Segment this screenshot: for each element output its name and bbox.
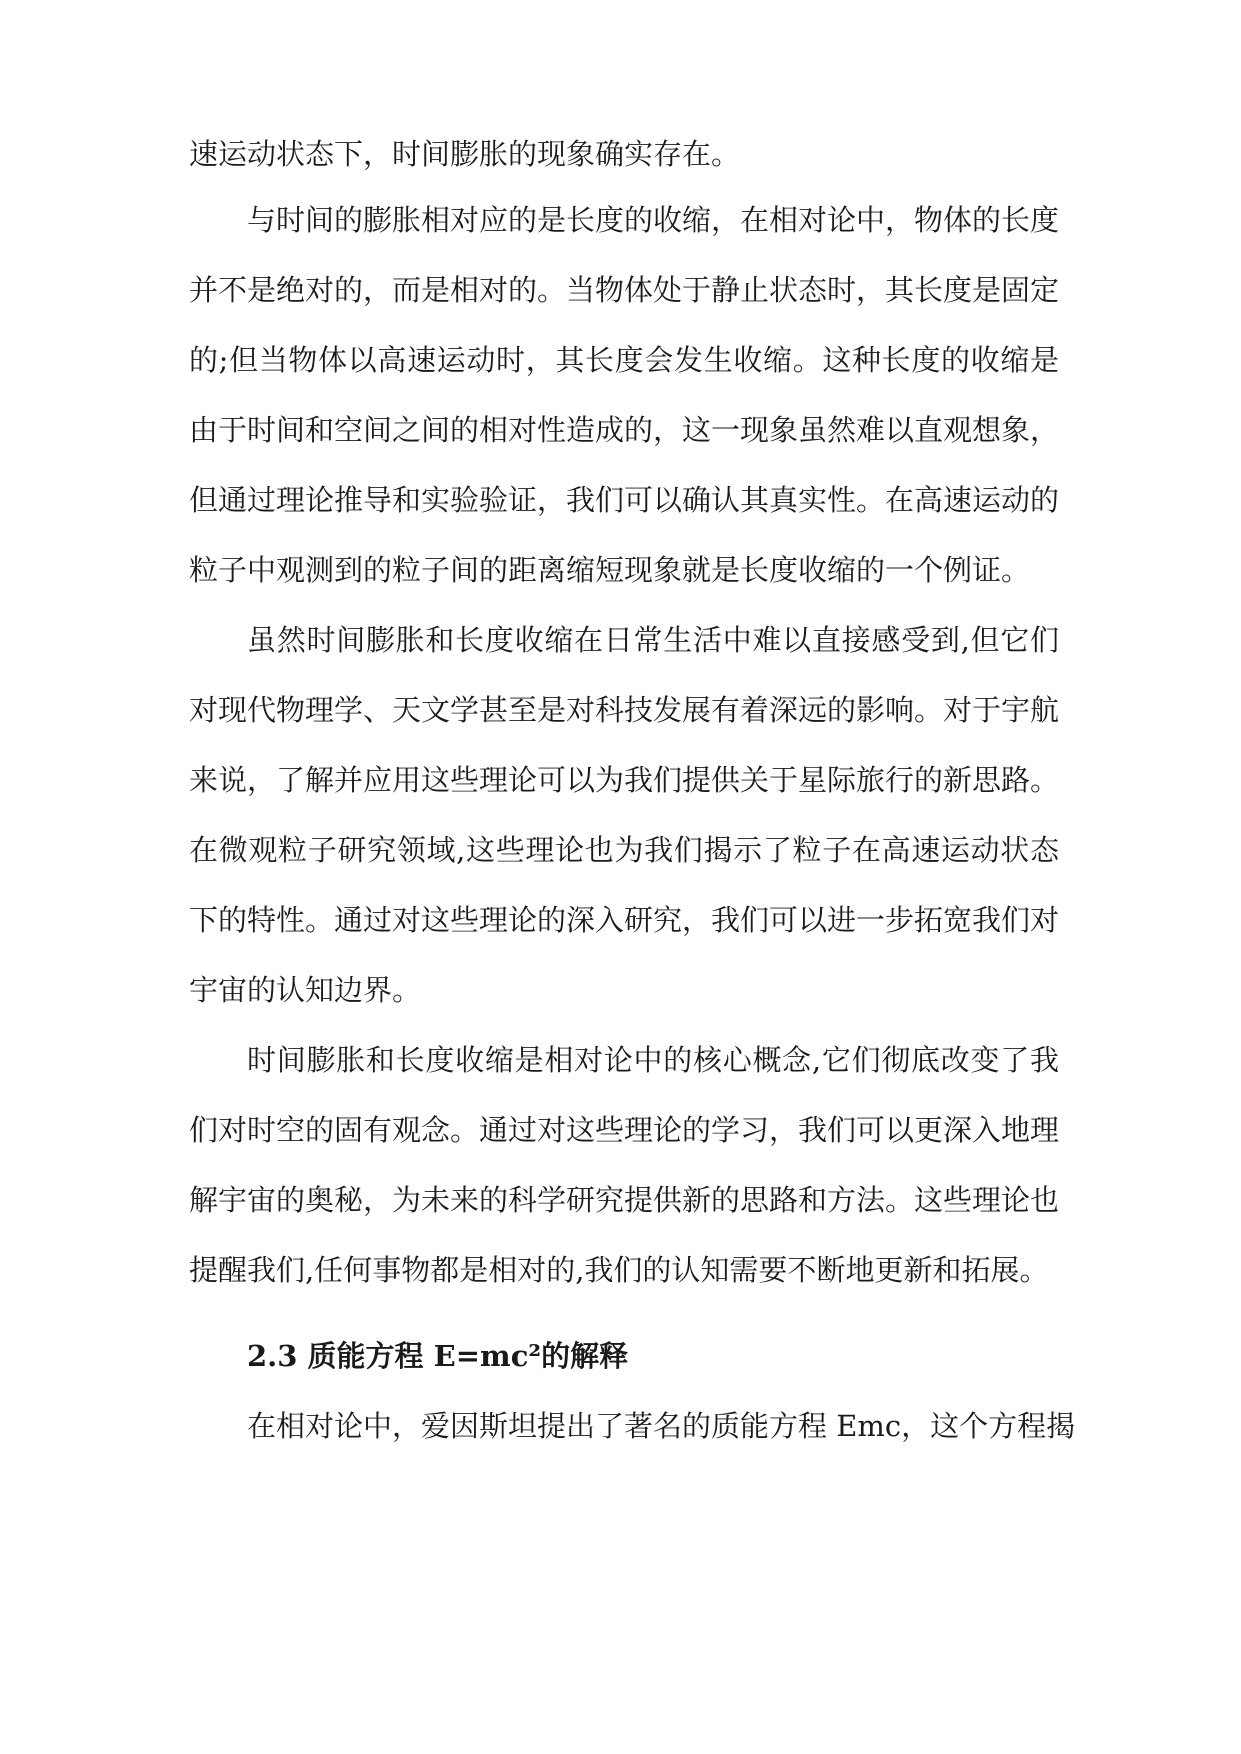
paragraph-line: 宇宙的认知边界。 xyxy=(189,973,422,1007)
paragraph-line: 来说，了解并应用这些理论可以为我们提供关于星际旅行的新思路。 xyxy=(189,763,1060,797)
paragraph-line: 粒子中观测到的粒子间的距离缩短现象就是长度收缩的一个例证。 xyxy=(189,553,1031,587)
paragraph-line: 下的特性。通过对这些理论的深入研究，我们可以进一步拓宽我们对 xyxy=(189,903,1060,937)
paragraph-line: 与时间的膨胀相对应的是长度的收缩，在相对论中，物体的长度 xyxy=(247,203,1060,237)
paragraph-line: 并不是绝对的，而是相对的。当物体处于静止状态时，其长度是固定 xyxy=(189,273,1060,307)
paragraph-line: 在微观粒子研究领域,这些理论也为我们揭示了粒子在高速运动状态 xyxy=(189,833,1059,867)
paragraph-line: 虽然时间膨胀和长度收缩在日常生活中难以直接感受到,但它们 xyxy=(247,623,1059,657)
section-heading: 2.3 质能方程 E=mc²的解释 xyxy=(247,1339,629,1373)
paragraph-line: 解宇宙的奥秘，为未来的科学研究提供新的思路和方法。这些理论也 xyxy=(189,1183,1060,1217)
paragraph-line: 但通过理论推导和实验验证，我们可以确认其真实性。在高速运动的 xyxy=(189,483,1060,517)
paragraph-line: 在相对论中，爱因斯坦提出了著名的质能方程 Emc，这个方程揭 xyxy=(247,1409,1076,1443)
paragraph-line: 们对时空的固有观念。通过对这些理论的学习，我们可以更深入地理 xyxy=(189,1113,1060,1147)
paragraph-line: 的;但当物体以高速运动时，其长度会发生收缩。这种长度的收缩是 xyxy=(189,343,1059,377)
paragraph-line: 提醒我们,任何事物都是相对的,我们的认知需要不断地更新和拓展。 xyxy=(189,1253,1049,1287)
paragraph-line: 对现代物理学、天文学甚至是对科技发展有着深远的影响。对于宇航 xyxy=(189,693,1060,727)
paragraph-line: 由于时间和空间之间的相对性造成的，这一现象虽然难以直观想象， xyxy=(189,413,1060,447)
paragraph-line: 时间膨胀和长度收缩是相对论中的核心概念,它们彻底改变了我 xyxy=(247,1043,1059,1077)
paragraph-line: 速运动状态下，时间膨胀的现象确实存在。 xyxy=(189,137,741,171)
